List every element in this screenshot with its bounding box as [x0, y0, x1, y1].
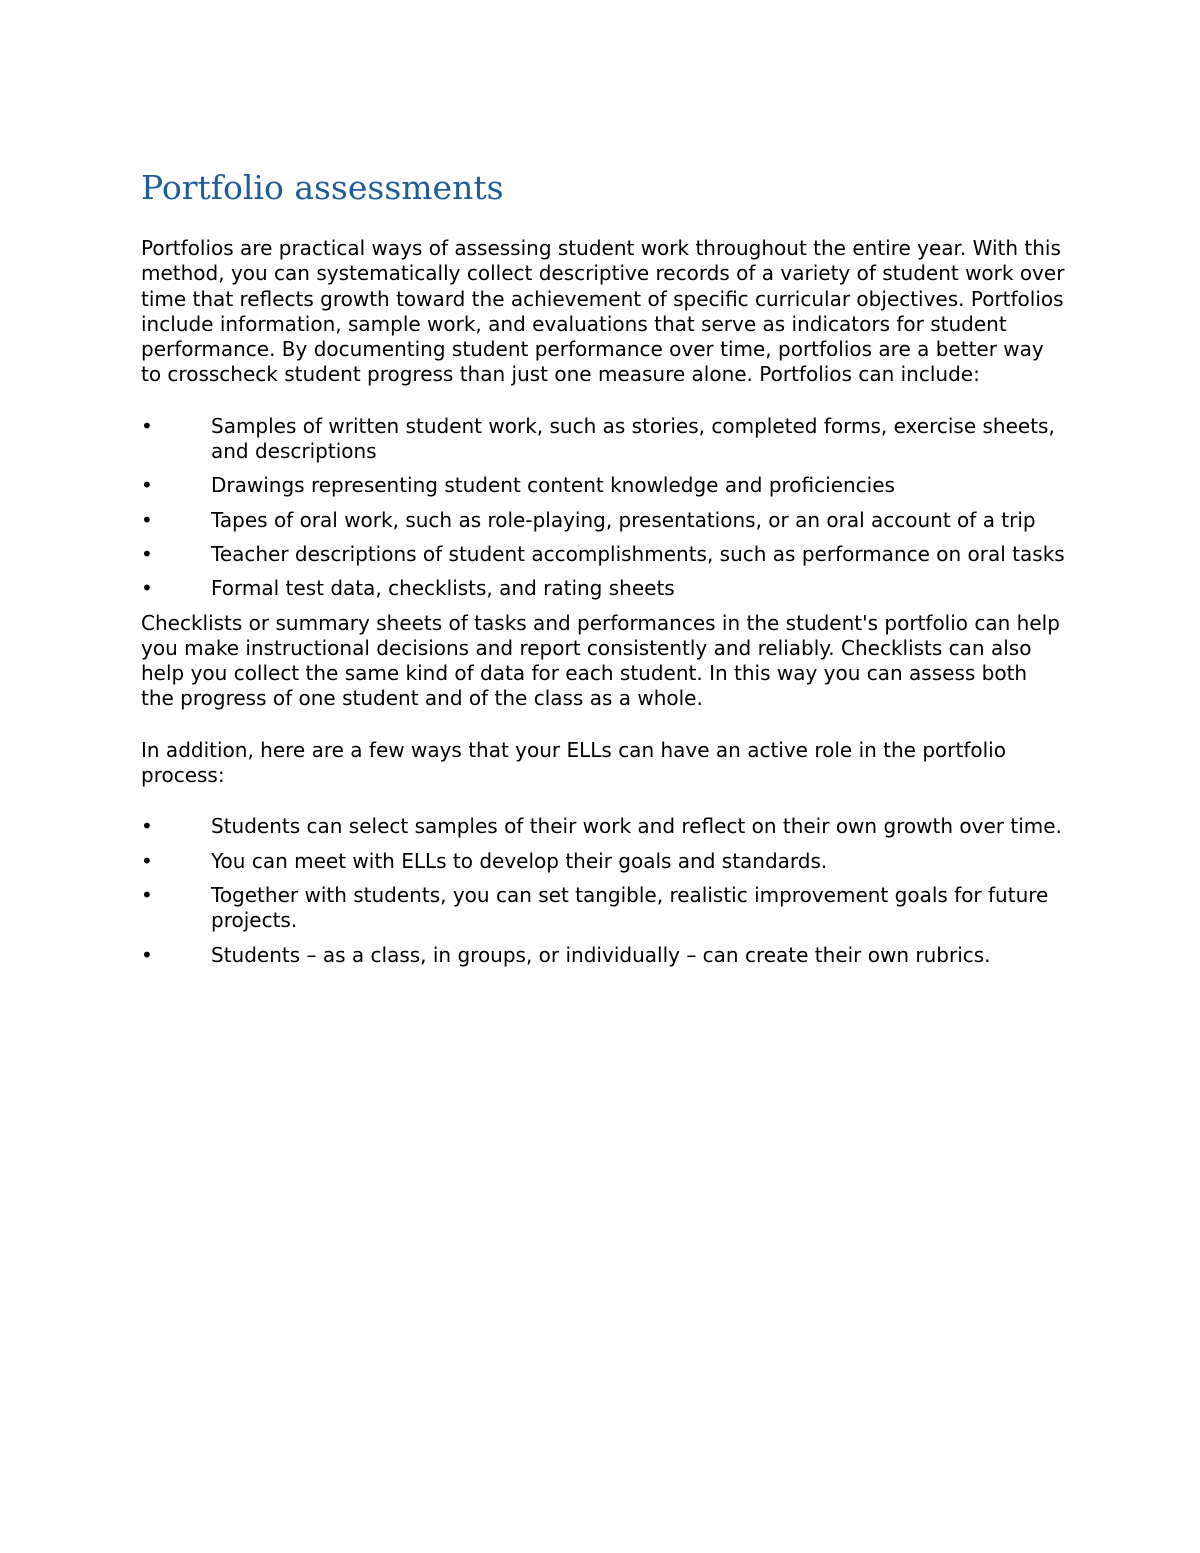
list-item: [141, 542, 1066, 567]
checklists-paragraph: Checklists or summary sheets of tasks and performances in the student's portfolio can help you make instructional decisions and report consistently and reliably. Checklists can also help you collect the same kind of data for each student. In this way you can assess both the progress of one student and of the class as a whole.: [141, 610, 1060, 711]
list-item: [141, 414, 1066, 465]
bullet-icon: •: [141, 814, 153, 839]
bullet-icon: •: [141, 576, 153, 601]
list-item-text: Formal test data, checklists, and rating sheets: [211, 576, 675, 601]
list-item-text: Students – as a class, in groups, or individually – can create their own rubrics.: [211, 942, 991, 967]
addition-paragraph: In addition, here are a few ways that your ELLs can have an active role in the portfolio process:: [141, 737, 1006, 788]
portfolio-contents-list: [141, 414, 1066, 602]
list-item-text: Samples of written student work, such as stories, completed forms, exercise sheets, and descriptions: [211, 413, 1055, 464]
document-body: [141, 168, 1066, 977]
list-item: [141, 473, 1066, 498]
list-item-text: You can meet with ELLs to develop their goals and standards.: [211, 848, 828, 873]
bullet-icon: •: [141, 942, 153, 967]
page-title: Portfolio assessments: [141, 168, 504, 207]
ell-roles-list: [141, 814, 1066, 967]
list-item: [141, 883, 1066, 934]
bullet-icon: •: [141, 413, 153, 438]
list-item-text: Students can select samples of their work and reflect on their own growth over time.: [211, 814, 1062, 839]
list-item: [141, 576, 1066, 601]
list-item-text: Together with students, you can set tangible, realistic improvement goals for future projects.: [211, 882, 1049, 933]
bullet-icon: •: [141, 473, 153, 498]
list-item: [141, 943, 1066, 968]
list-item: [141, 814, 1066, 839]
bullet-icon: •: [141, 507, 153, 532]
bullet-icon: •: [141, 882, 153, 907]
list-item-text: Drawings representing student content knowledge and proficiencies: [211, 473, 895, 498]
list-item: [141, 849, 1066, 874]
intro-paragraph: Portfolios are practical ways of assessing student work throughout the entire year. With this method, you can systematically collect descriptive records of a variety of student work over time that reflects growth toward the achievement of specific curricular objectives. Portfolios include information, sample work, and evaluations that serve as indicators for student performance. By documenting student performance over time, portfolios are a better way to crosscheck student progress than just one measure alone. Portfolios can include:: [141, 236, 1065, 387]
bullet-icon: •: [141, 541, 153, 566]
list-item: [141, 508, 1066, 533]
bullet-icon: •: [141, 848, 153, 873]
list-item-text: Tapes of oral work, such as role-playing, presentations, or an oral account of a trip: [211, 507, 1036, 532]
list-item-text: Teacher descriptions of student accomplishments, such as performance on oral tasks: [211, 541, 1065, 566]
